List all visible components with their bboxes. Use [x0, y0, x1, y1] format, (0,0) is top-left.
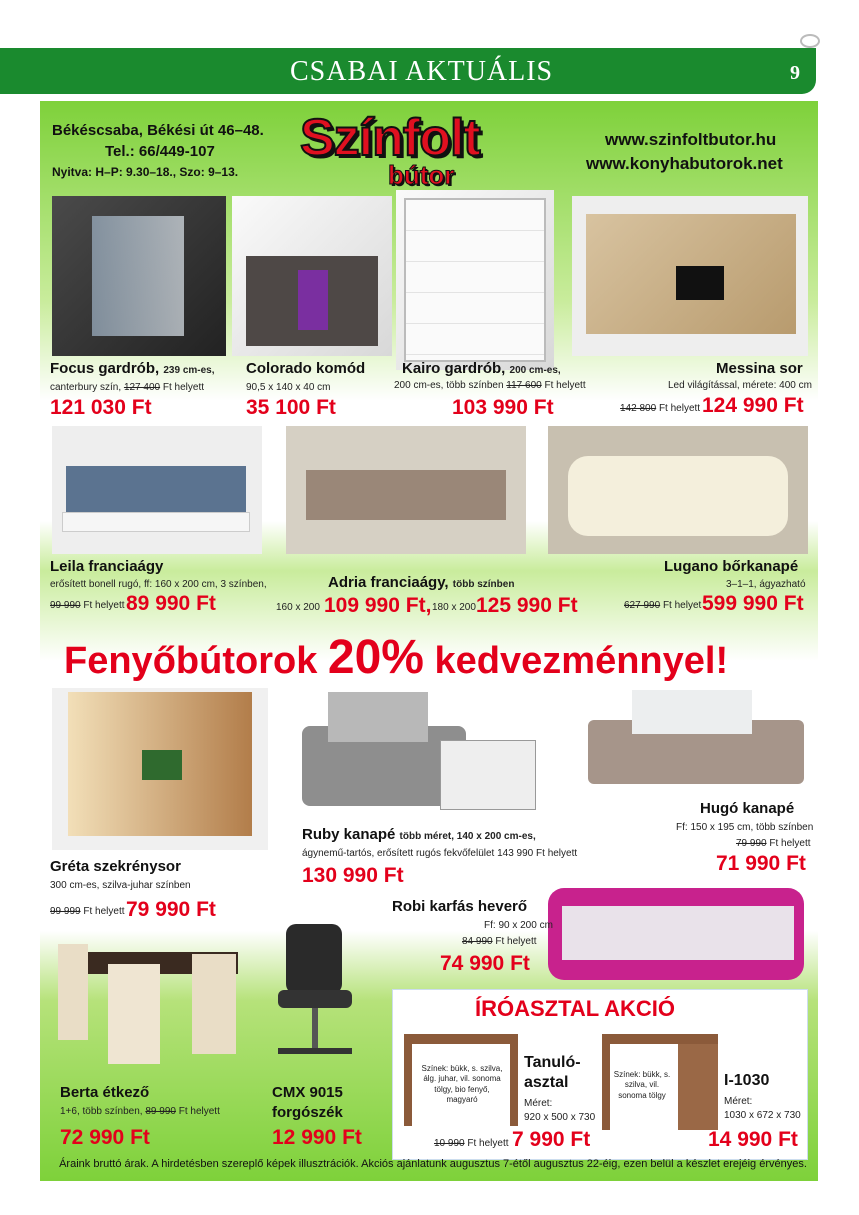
tanulo-old-price: 10 990 Ft helyett — [434, 1138, 509, 1149]
swirl-ornament — [800, 34, 820, 48]
discount-banner: Fenyőbútorok 20% kedvezménnyel! — [64, 631, 729, 684]
tanulo-price: 7 990 Ft — [512, 1128, 591, 1151]
i1030-size: 1030 x 672 x 730 — [724, 1110, 801, 1121]
store-phone: Tel.: 66/449-107 — [105, 143, 215, 160]
store-address: Békéscsaba, Békési út 46–48. — [52, 122, 264, 139]
berta-name: Berta étkező — [60, 1084, 150, 1101]
hugo-desc: Ff: 150 x 195 cm, több színben — [676, 822, 814, 833]
lugano-price: 599 990 Ft — [702, 592, 804, 615]
tanulo-size-label: Méret: — [524, 1098, 553, 1109]
greta-desc: 300 cm-es, szilva-juhar színben — [50, 880, 191, 891]
cmx-name-2: forgószék — [272, 1104, 343, 1121]
greta-old-price: 99 999 Ft helyett — [50, 906, 125, 917]
robi-name: Robi karfás heverő — [392, 898, 528, 915]
kairo-desc: 200 cm-es, több színben 117 600 Ft helyett — [394, 380, 586, 391]
adria-name: Adria franciaágy, több színben — [328, 574, 515, 591]
messina-name: Messina sor — [716, 360, 803, 377]
robi-price: 74 990 Ft — [440, 952, 530, 975]
hugo-price: 71 990 Ft — [716, 852, 806, 875]
store-logo: Színfolt — [300, 109, 480, 167]
messina-price: 124 990 Ft — [702, 394, 804, 417]
lugano-name: Lugano bőrkanapé — [664, 558, 799, 575]
ruby-desc: ágynemű-tartós, erősített rugós fekvőfelület 143 990 Ft helyett — [302, 848, 578, 859]
tanulo-name: Tanuló- — [524, 1054, 581, 1071]
focus-name: Focus gardrób, 239 cm-es, — [50, 360, 215, 377]
i1030-name: I-1030 — [724, 1072, 770, 1089]
focus-desc: canterbury szín, 127 400 Ft helyett — [50, 382, 205, 393]
berta-desc: 1+6, több színben, 89 990 Ft helyett — [60, 1106, 220, 1117]
cmx-chair-image — [264, 924, 368, 1070]
robi-desc: Ff: 90 x 200 cm — [484, 920, 553, 931]
leila-price: 89 990 Ft — [126, 592, 216, 615]
kairo-wardrobe-image — [396, 190, 554, 370]
cmx-name: CMX 9015 — [272, 1084, 343, 1101]
page-number: 9 — [790, 62, 800, 84]
website-link-2[interactable]: www.konyhabutorok.net — [586, 154, 783, 173]
hugo-sofa-image — [586, 686, 808, 796]
tanulo-colors: Színek: bükk, s. szilva, álg. juhar, vil. sonoma tölgy, bio fenyő, magyaró — [421, 1064, 503, 1105]
tanulo-name-2: asztal — [524, 1074, 569, 1091]
greta-wall-unit-image — [52, 688, 268, 850]
hugo-name: Hugó kanapé — [700, 800, 795, 817]
colorado-desc: 90,5 x 140 x 40 cm — [246, 382, 331, 393]
hugo-old-price: 79 990 Ft helyett — [736, 838, 811, 849]
lugano-desc: 3–1–1, ágyazható — [726, 579, 806, 590]
lugano-old-price: 627 990 Ft helyet — [624, 600, 702, 611]
focus-price: 121 030 Ft — [50, 396, 152, 419]
colorado-dresser-image — [232, 196, 392, 356]
colorado-price: 35 100 Ft — [246, 396, 336, 419]
website-link[interactable]: www.szinfoltbutor.hu — [605, 130, 777, 149]
adria-price-160: 109 990 Ft, — [324, 594, 432, 617]
store-logo-sub: bútor — [388, 160, 455, 190]
i1030-colors: Színek: bükk, s. szilva, vil. sonoma tölgy — [613, 1070, 671, 1100]
ruby-sofa-image — [298, 686, 540, 824]
tanulo-size: 920 x 500 x 730 — [524, 1112, 596, 1123]
robi-old-price: 84 990 Ft helyett — [462, 936, 537, 947]
i1030-price: 14 990 Ft — [708, 1128, 798, 1151]
berta-price: 72 990 Ft — [60, 1126, 150, 1149]
publication-title: CSABAI AKTUÁLIS — [290, 56, 554, 87]
footer-disclaimer: Áraink bruttó árak. A hirdetésben szereplő képek illusztrációk. Akciós ajánlatunk augusztus 7-étől augusztus 22-éig, ezen belül a készlet erejéig érvényes. — [59, 1158, 807, 1170]
leila-bed-image — [52, 426, 262, 554]
adria-size-180: 180 x 200 — [432, 602, 476, 613]
focus-wardrobe-image — [52, 196, 226, 356]
ruby-price: 130 990 Ft — [302, 864, 404, 887]
store-hours: Nyitva: H–P: 9.30–18., Szo: 9–13. — [52, 165, 239, 179]
ruby-name: Ruby kanapé több méret, 140 x 200 cm-es, — [302, 826, 536, 843]
kairo-name: Kairo gardrób, 200 cm-es, — [402, 360, 561, 377]
messina-desc: Led világítással, mérete: 400 cm — [668, 380, 812, 391]
leila-old-price: 99 990 Ft helyett — [50, 600, 125, 611]
cmx-price: 12 990 Ft — [272, 1126, 362, 1149]
desk-promo-title: ÍRÓASZTAL AKCIÓ — [475, 996, 676, 1021]
berta-dining-set-image — [52, 924, 256, 1070]
adria-price-180: 125 990 Ft — [476, 594, 578, 617]
greta-name: Gréta szekrénysor — [50, 858, 181, 875]
leila-name: Leila franciaágy — [50, 558, 164, 575]
adria-size-160: 160 x 200 — [276, 602, 320, 613]
robi-daybed-image — [540, 876, 808, 988]
greta-price: 79 990 Ft — [126, 898, 216, 921]
leila-desc: erősített bonell rugó, ff: 160 x 200 cm, 3 színben, — [50, 579, 267, 590]
messina-old-price: 142 800 Ft helyett — [620, 403, 701, 414]
kairo-price: 103 990 Ft — [452, 396, 554, 419]
colorado-name: Colorado komód — [246, 360, 366, 377]
lugano-sofa-image — [548, 426, 808, 554]
i1030-size-label: Méret: — [724, 1096, 753, 1107]
messina-wall-unit-image — [572, 196, 808, 356]
adria-bed-image — [286, 426, 526, 554]
